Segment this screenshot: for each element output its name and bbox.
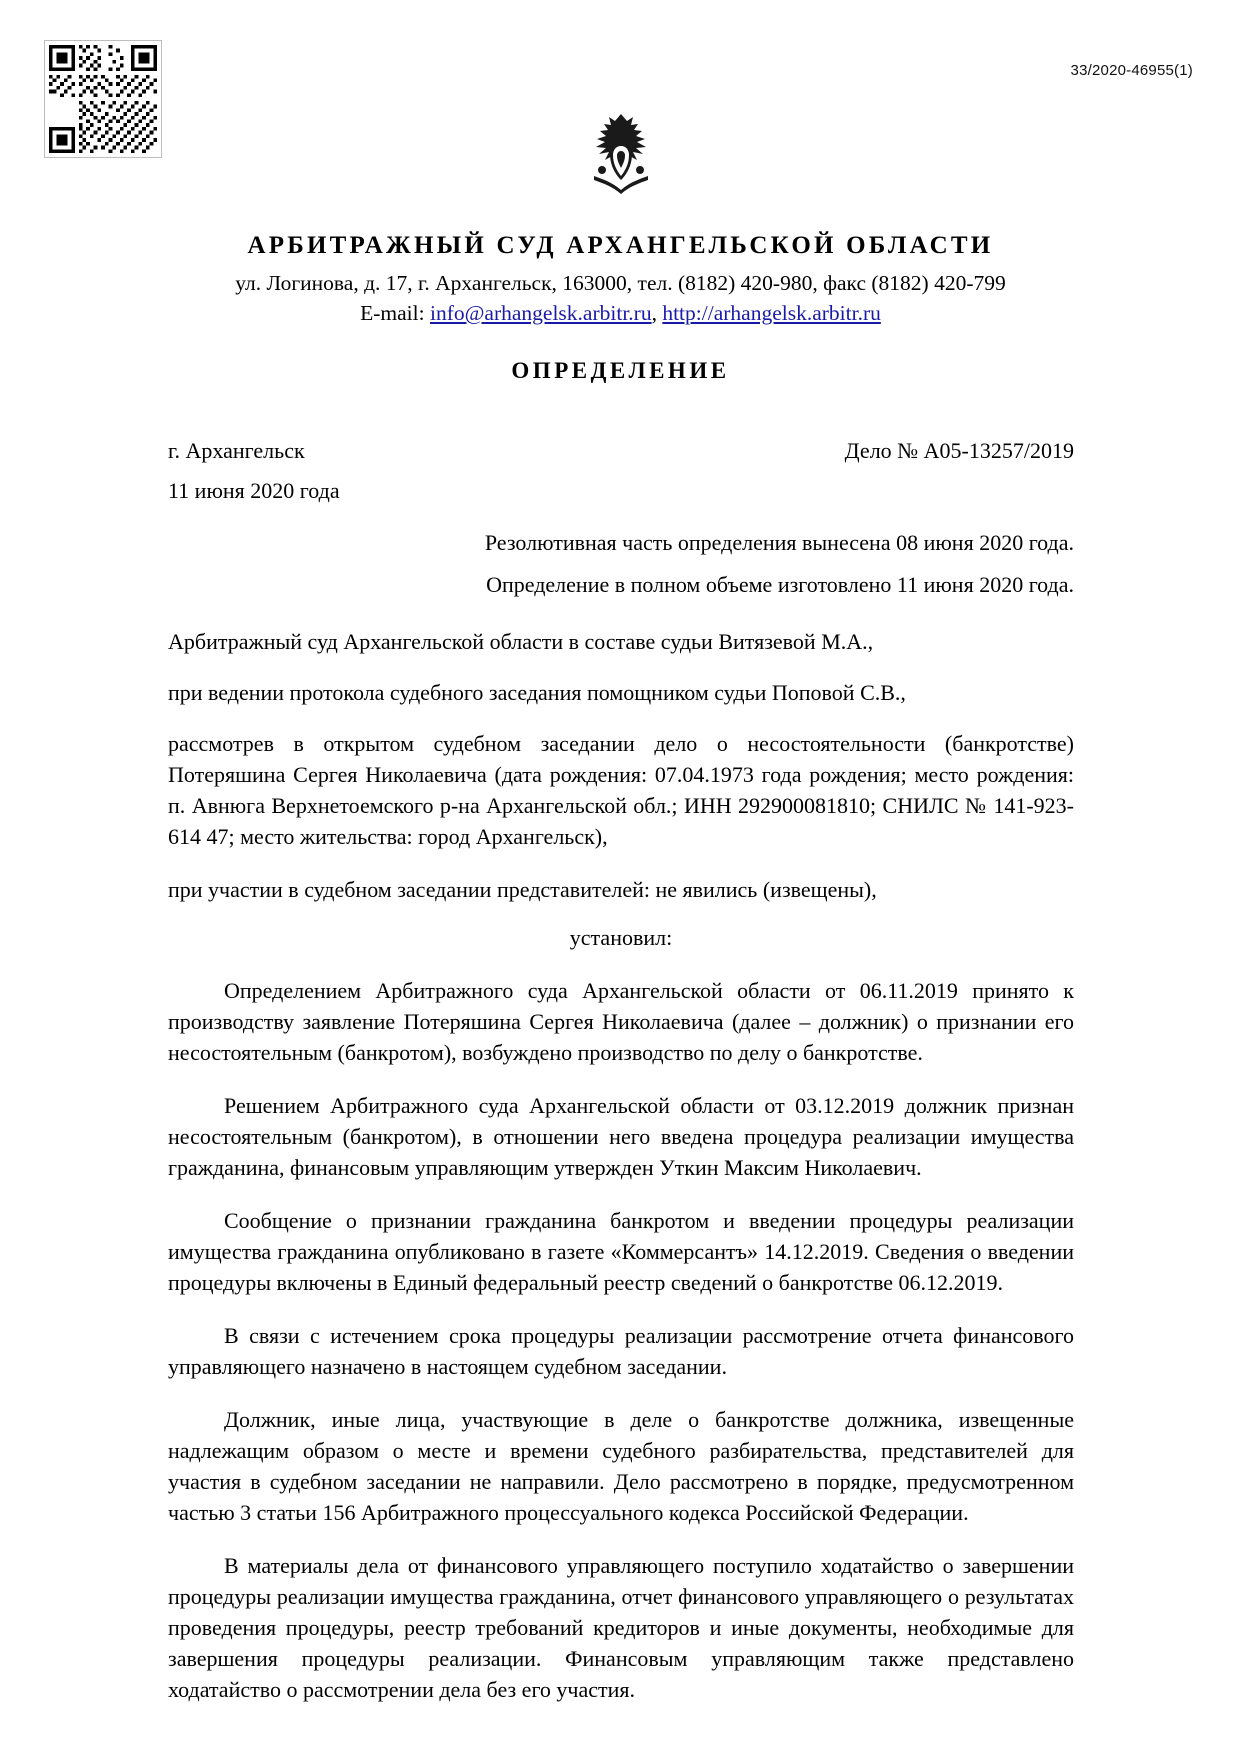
paragraph: Определением Арбитражного суда Архангельской области от 06.11.2019 принято к производству заявление Потеряшина Сергея Николаевича (далее – должник) о признании его несостоятельным (банкротом), возбуждено производство по делу о банкротстве. bbox=[168, 978, 1074, 1065]
paragraph: В связи с истечением срока процедуры реализации рассмотрение отчета финансового управляющего назначено в настоящем судебном заседании. bbox=[168, 1323, 1074, 1379]
court-name: АРБИТРАЖНЫЙ СУД АРХАНГЕЛЬСКОЙ ОБЛАСТИ bbox=[247, 232, 994, 259]
case-number: Дело № А05-13257/2019 bbox=[844, 438, 1074, 463]
case-subject: рассмотрев в открытом судебном заседании дело о несостоятельности (банкротстве) Потеряшина Сергея Николаевича (дата рождения: 07.04.1973 года рождения; место рождения: п. Авнюга Верхнетоемского р-на Архангельской обл.; ИНН 292900081810; СНИЛС № 141-923-614 47; место жительства: город Архангельск), bbox=[168, 731, 1074, 849]
email-link[interactable]: info@arhangelsk.arbitr.ru bbox=[429, 301, 652, 325]
document-date: 11 июня 2020 года bbox=[168, 478, 340, 503]
document-code: 33/2020-46955(1) bbox=[1070, 62, 1193, 79]
document-body bbox=[168, 438, 1074, 1727]
paragraph: Сообщение о признании гражданина банкротом и введении процедуры реализации имущества гражданина опубликовано в газете «Коммерсантъ» 14.12.2019. Сведения о введении процедуры включены в Единый федеральный реестр сведений о банкротстве 06.12.2019. bbox=[168, 1208, 1074, 1295]
city-case-row bbox=[168, 438, 1074, 464]
coat-of-arms-image bbox=[584, 112, 658, 196]
established-heading: установил: bbox=[569, 925, 673, 950]
email-label: E-mail: bbox=[360, 301, 425, 325]
website-link[interactable]: http://arhangelsk.arbitr.ru bbox=[662, 301, 881, 325]
full-text-note: Определение в полном объеме изготовлено 11 июня 2020 года. bbox=[486, 572, 1074, 597]
court-contacts bbox=[0, 298, 1241, 328]
resolution-note: Резолютивная часть определения вынесена 08 июня 2020 года. bbox=[484, 530, 1074, 555]
contacts-separator: , bbox=[651, 301, 657, 325]
court-composition: Арбитражный суд Архангельской области в составе судьи Витязевой М.А., bbox=[168, 629, 874, 654]
coat-of-arms-icon bbox=[0, 112, 1241, 201]
paragraph: Должник, иные лица, участвующие в деле о банкротстве должника, извещенные надлежащим образом о месте и времени судебного разбирательства, представителей для участия в судебном заседании не направили. Дело рассмотрено в порядке, предусмотренном частью 3 статьи 156 Арбитражного процессуального кодекса Российской Федерации. bbox=[168, 1407, 1074, 1525]
court-address: ул. Логинова, д. 17, г. Архангельск, 163000, тел. (8182) 420-980, факс (8182) 420-799 bbox=[235, 271, 1006, 295]
protocol-keeper: при ведении протокола судебного заседания помощником судьи Поповой С.В., bbox=[168, 680, 906, 705]
paragraph: В материалы дела от финансового управляющего поступило ходатайство о завершении процедуры реализации имущества гражданина, отчет финансового управляющего о результатах проведения процедуры, реестр требований кредиторов и иные документы, необходимые для завершения процедуры реализации. Финансовым управляющим также представлено ходатайство о рассмотрении дела без его участия. bbox=[168, 1553, 1074, 1702]
page-title: ОПРЕДЕЛЕНИЕ bbox=[511, 358, 730, 383]
participants: при участии в судебном заседании представителей: не явились (извещены), bbox=[168, 877, 877, 902]
city: г. Архангельск bbox=[168, 438, 305, 463]
paragraph: Решением Арбитражного суда Архангельской области от 03.12.2019 должник признан несостоятельным (банкротом), в отношении него введена процедура реализации имущества гражданина, финансовым управляющим утвержден Уткин Максим Николаевич. bbox=[168, 1093, 1074, 1180]
